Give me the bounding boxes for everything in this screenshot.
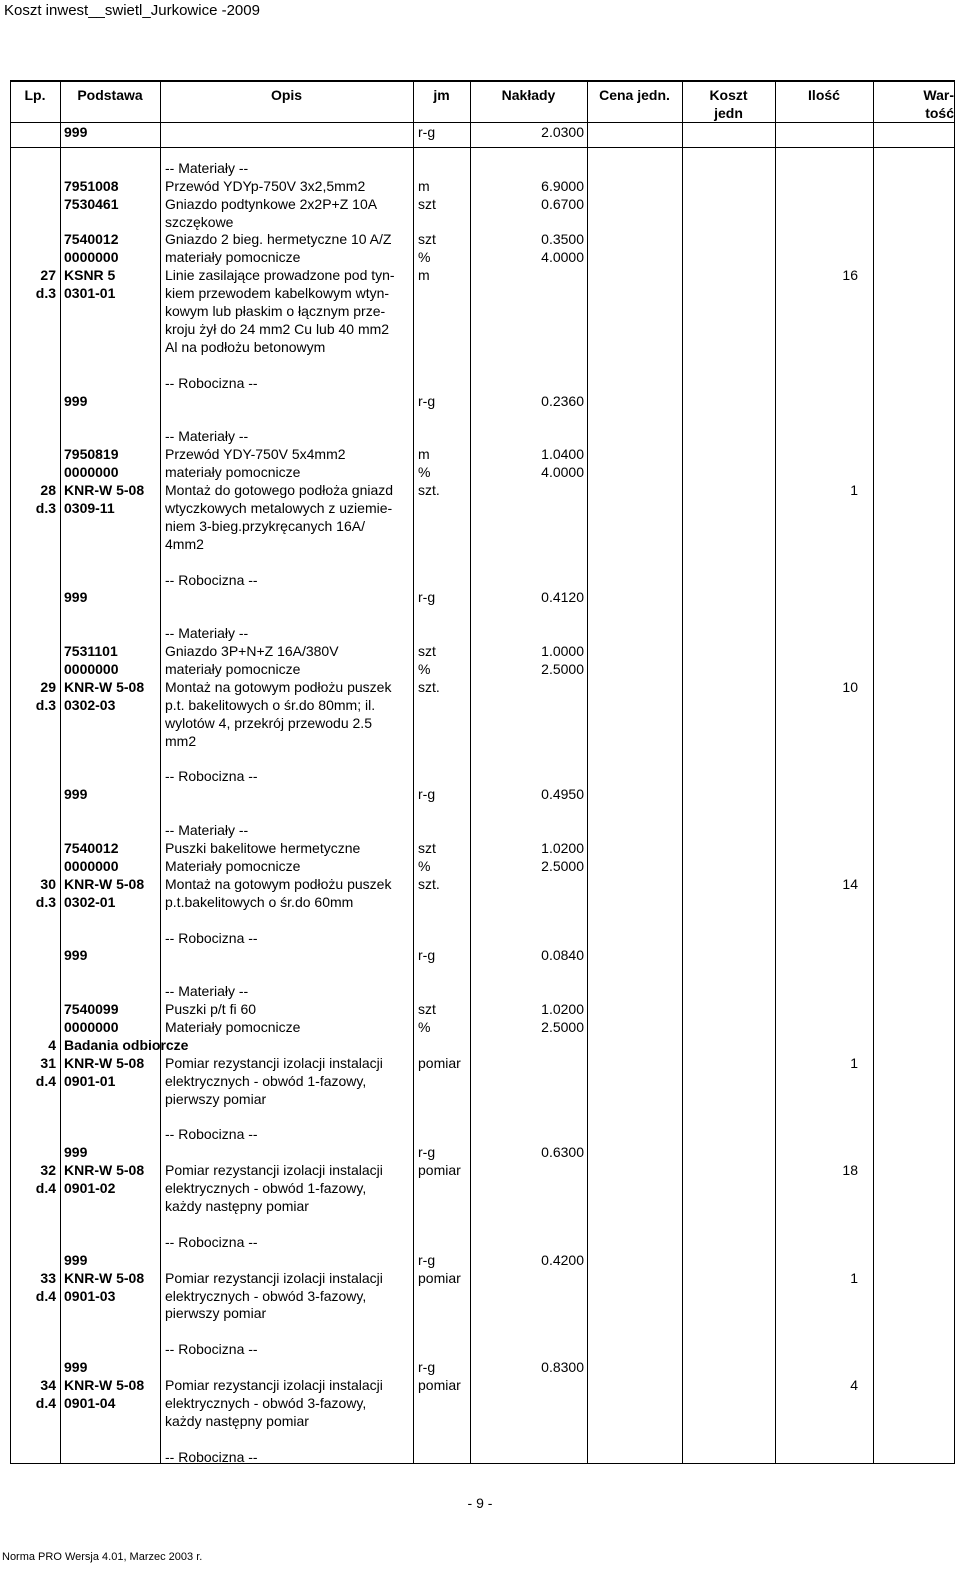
row-podstawa: 7531101 — [64, 643, 118, 660]
row-opis: -- Robocizna -- — [165, 929, 258, 946]
header-wartosc: War- tość — [923, 87, 954, 121]
row-jm: % — [418, 857, 431, 874]
row-opis: Materiały pomocnicze — [165, 857, 301, 874]
header-naklady: Nakłady — [501, 87, 556, 103]
page-number: - 9 - — [467, 1495, 493, 1511]
row-naklady: 1.0400 — [541, 446, 584, 463]
row-podstawa: 0000000 — [64, 857, 119, 874]
row-podstawa: 7530461 — [64, 195, 119, 212]
document-title: Koszt inwest__swietl_Jurkowice -2009 — [4, 2, 260, 19]
row-jm: szt — [418, 643, 436, 660]
row-opis: Montaż na gotowym podłożu puszek — [165, 678, 392, 695]
row-opis: -- Robocizna -- — [165, 571, 258, 588]
row-podstawa: 999 — [64, 786, 88, 803]
col-divider-cena — [587, 80, 588, 1464]
row-podstawa: 0901-02 — [64, 1180, 116, 1197]
row-naklady: 4.0000 — [541, 249, 584, 266]
row-jm: pomiar — [418, 1377, 461, 1393]
row-podstawa: 999 — [64, 392, 88, 409]
row-jm: % — [418, 1019, 431, 1035]
row-opis: kowym lub płaskim o łącznym prze- — [165, 303, 386, 319]
row-jm: szt — [418, 195, 436, 212]
row-ilosc: 14 — [842, 875, 858, 892]
row-lp: 29 — [40, 678, 56, 695]
row-opis: -- Robocizna -- — [165, 768, 258, 785]
row-opis: Pomiar rezystancji izolacji instalacji — [165, 1162, 383, 1179]
row-lp: 4 — [48, 1036, 56, 1053]
row-opis: Pomiar rezystancji izolacji instalacji — [165, 1054, 383, 1071]
row-opis: Pomiar rezystancji izolacji instalacji — [165, 1377, 383, 1393]
row-ilosc: 18 — [842, 1162, 858, 1179]
row-podstawa: 999 — [64, 947, 88, 964]
row-jm: % — [418, 249, 431, 266]
row-jm: r-g — [418, 124, 436, 140]
row-podstawa: 0302-03 — [64, 696, 116, 713]
row-jm: r-g — [418, 589, 436, 606]
row-opis: niem 3-bieg.przykręcanych 16A/ — [165, 517, 365, 534]
row-opis: pierwszy pomiar — [165, 1090, 267, 1107]
row-podstawa: 0000000 — [64, 249, 119, 266]
header-ilosc: Ilość — [808, 87, 840, 103]
row-jm: pomiar — [418, 1269, 461, 1286]
row-podstawa: KNR-W 5-08 — [64, 1162, 145, 1179]
row-podstawa: 0301-01 — [64, 285, 116, 302]
row-naklady: 6.9000 — [541, 177, 584, 194]
row-opis: szczękowe — [165, 213, 234, 230]
row-jm: r-g — [418, 1144, 436, 1161]
row-lp: d.4 — [35, 1072, 56, 1089]
row-jm: r-g — [418, 392, 436, 409]
row-naklady: 2.0300 — [541, 124, 584, 140]
col-divider-podstawa — [60, 80, 61, 1464]
row-naklady: 0.6700 — [541, 195, 584, 212]
row-opis: materiały pomocnicze — [165, 661, 301, 677]
row-podstawa: KNR-W 5-08 — [64, 1377, 145, 1393]
row-jm: m — [418, 177, 430, 194]
row-jm: m — [418, 267, 430, 284]
row-naklady: 1.0000 — [541, 643, 584, 660]
section-title: Badania odbiorcze — [64, 1036, 189, 1053]
row-naklady: 0.4950 — [541, 786, 584, 803]
row-ilosc: 1 — [850, 482, 858, 498]
row-naklady: 2.5000 — [541, 857, 584, 874]
row-lp: d.3 — [35, 285, 56, 302]
row-naklady: 0.0840 — [541, 947, 584, 964]
header-lp: Lp. — [24, 87, 46, 103]
row-lp: d.4 — [35, 1287, 56, 1304]
row-opis: Pomiar rezystancji izolacji instalacji — [165, 1269, 383, 1286]
row-opis: elektrycznych - obwód 3-fazowy, — [165, 1287, 367, 1304]
footer-note: Norma PRO Wersja 4.01, Marzec 2003 r. — [2, 1551, 203, 1563]
row-opis: Przewód YDY-750V 5x4mm2 — [165, 446, 346, 463]
row-jm: % — [418, 661, 431, 677]
row-opis: elektrycznych - obwód 3-fazowy, — [165, 1394, 367, 1411]
row-lp: 27 — [40, 267, 56, 284]
col-divider-koszt — [682, 80, 683, 1464]
row-naklady: 0.4200 — [541, 1251, 584, 1268]
row-opis: Montaż do gotowego podłoża gniazd — [165, 482, 394, 498]
header-jm: jm — [433, 87, 450, 103]
row-lp: 34 — [40, 1377, 56, 1393]
row-opis: -- Robocizna -- — [165, 1448, 258, 1465]
row-podstawa: KNR-W 5-08 — [64, 875, 145, 892]
header-opis: Opis — [270, 87, 303, 103]
row-lp: 28 — [40, 482, 56, 498]
row-opis: Al na podłożu betonowym — [165, 338, 326, 355]
row-opis: elektrycznych - obwód 1-fazowy, — [165, 1072, 367, 1089]
row-naklady: 2.5000 — [541, 661, 584, 677]
row999-bottom-border — [10, 147, 955, 148]
row-opis: Montaż na gotowym podłożu puszek — [165, 875, 392, 892]
row-podstawa: 7950819 — [64, 446, 119, 463]
row-naklady: 0.8300 — [541, 1359, 584, 1376]
row-opis: -- Robocizna -- — [165, 1126, 258, 1143]
row-jm: szt. — [418, 875, 440, 892]
row-opis: każdy następny pomiar — [165, 1198, 309, 1214]
row-opis: 4mm2 — [165, 535, 204, 552]
left-border — [10, 80, 11, 1464]
row-naklady: 4.0000 — [541, 464, 584, 481]
row-opis: wylotów 4, przekrój przewodu 2.5 — [165, 714, 372, 731]
row-naklady: 2.5000 — [541, 1019, 584, 1035]
col-divider-naklady — [470, 80, 471, 1464]
row-opis: -- Robocizna -- — [165, 1341, 258, 1358]
row-podstawa: 0302-01 — [64, 893, 116, 910]
row-naklady: 0.4120 — [541, 589, 584, 606]
row-opis: Gniazdo 2 bieg. hermetyczne 10 A/Z — [165, 231, 392, 248]
row-jm: szt. — [418, 678, 440, 695]
row-opis: -- Materiały -- — [165, 822, 249, 839]
row-opis: Linie zasilające prowadzone pod tyn- — [165, 267, 395, 284]
table-top-border — [10, 80, 955, 82]
row-opis: -- Materiały -- — [165, 983, 249, 1000]
row-lp: 33 — [40, 1269, 56, 1286]
row-opis: Przewód YDYp-750V 3x2,5mm2 — [165, 177, 366, 194]
row-podstawa: KNR-W 5-08 — [64, 482, 145, 498]
row-podstawa: 7540099 — [64, 1001, 119, 1018]
row-lp: 32 — [40, 1162, 56, 1179]
row-opis: Puszki p/t fi 60 — [165, 1001, 257, 1018]
row-opis: materiały pomocnicze — [165, 464, 301, 481]
row-opis: każdy następny pomiar — [165, 1412, 309, 1429]
row-opis: p.t. bakelitowych o śr.do 80mm; il. — [165, 696, 376, 713]
row-opis: Gniazdo podtynkowe 2x2P+Z 10A — [165, 195, 378, 212]
row-ilosc: 10 — [842, 678, 858, 695]
row-opis: materiały pomocnicze — [165, 249, 301, 266]
row-jm: szt — [418, 840, 436, 856]
row-ilosc: 1 — [850, 1269, 858, 1286]
row-jm: % — [418, 464, 431, 481]
row-podstawa: 7951008 — [64, 177, 119, 194]
row-podstawa: 7540012 — [64, 840, 119, 856]
row-podstawa: KSNR 5 — [64, 267, 116, 284]
row-podstawa: 7540012 — [64, 231, 119, 248]
row-opis: -- Materiały -- — [165, 428, 249, 445]
row-naklady: 1.0200 — [541, 1001, 584, 1018]
row-podstawa: KNR-W 5-08 — [64, 678, 145, 695]
row-opis: kiem przewodem kabelkowym wtyn- — [165, 285, 390, 302]
row-naklady: 0.6300 — [541, 1144, 584, 1161]
row-opis: -- Robocizna -- — [165, 1233, 258, 1250]
row-lp: d.4 — [35, 1394, 56, 1411]
row-podstawa: 999 — [64, 1251, 88, 1268]
row-opis: p.t.bakelitowych o śr.do 60mm — [165, 893, 354, 910]
row-lp: d.3 — [35, 696, 56, 713]
row-naklady: 1.0200 — [541, 840, 584, 856]
row-ilosc: 4 — [850, 1377, 858, 1393]
row-naklady: 0.3500 — [541, 231, 584, 248]
row-jm: pomiar — [418, 1054, 461, 1071]
row-jm: szt — [418, 231, 436, 248]
row-podstawa: 999 — [64, 124, 88, 140]
row-jm: r-g — [418, 947, 436, 964]
row-podstawa: 999 — [64, 589, 88, 606]
row-opis: Gniazdo 3P+N+Z 16A/380V — [165, 643, 339, 660]
row-jm: m — [418, 446, 430, 463]
row-naklady: 0.2360 — [541, 392, 584, 409]
row-jm: szt. — [418, 482, 440, 498]
row-ilosc: 1 — [850, 1054, 858, 1071]
table-bottom-border — [10, 1463, 955, 1464]
right-border — [954, 80, 955, 1464]
row-lp: d.3 — [35, 499, 56, 516]
header-cena: Cena jedn. — [599, 87, 670, 103]
row-opis: elektrycznych - obwód 1-fazowy, — [165, 1180, 367, 1197]
row-podstawa: 999 — [64, 1359, 88, 1376]
col-divider-ilosc — [775, 80, 776, 1464]
row-opis: pierwszy pomiar — [165, 1305, 267, 1322]
row-podstawa: 0000000 — [64, 1019, 119, 1035]
row-podstawa: 0901-03 — [64, 1287, 116, 1304]
row-podstawa: 0901-04 — [64, 1394, 116, 1411]
row-jm: szt — [418, 1001, 436, 1018]
row-jm: r-g — [418, 786, 436, 803]
row-opis: -- Robocizna -- — [165, 374, 258, 391]
header-podstawa: Podstawa — [77, 87, 143, 103]
row-podstawa: 0309-11 — [64, 499, 115, 516]
row-opis: kroju żył do 24 mm2 Cu lub 40 mm2 — [165, 320, 390, 337]
row-opis: Puszki bakelitowe hermetyczne — [165, 840, 361, 856]
row-ilosc: 16 — [842, 267, 858, 284]
row-podstawa: 0901-01 — [64, 1072, 116, 1089]
row-opis: -- Materiały -- — [165, 159, 249, 176]
row-jm: pomiar — [418, 1162, 461, 1179]
row-jm: r-g — [418, 1251, 436, 1268]
row-opis: wtyczkowych metalowych z uziemie- — [165, 499, 393, 516]
row-podstawa: 0000000 — [64, 661, 119, 677]
row-lp: d.3 — [35, 893, 56, 910]
col-divider-wartosc — [873, 80, 874, 1464]
row-jm: r-g — [418, 1359, 436, 1376]
row-opis: mm2 — [165, 732, 197, 749]
row-lp: 30 — [40, 875, 56, 892]
row-opis: -- Materiały -- — [165, 625, 249, 642]
row-podstawa: KNR-W 5-08 — [64, 1054, 145, 1071]
row-opis: Materiały pomocnicze — [165, 1019, 301, 1035]
header-koszt: Koszt jedn — [709, 87, 748, 121]
row-podstawa: KNR-W 5-08 — [64, 1269, 145, 1286]
row-podstawa: 0000000 — [64, 464, 119, 481]
row-lp: 31 — [40, 1054, 56, 1071]
col-divider-opis — [160, 80, 161, 1464]
row-lp: d.4 — [35, 1180, 56, 1197]
row-podstawa: 999 — [64, 1144, 88, 1161]
